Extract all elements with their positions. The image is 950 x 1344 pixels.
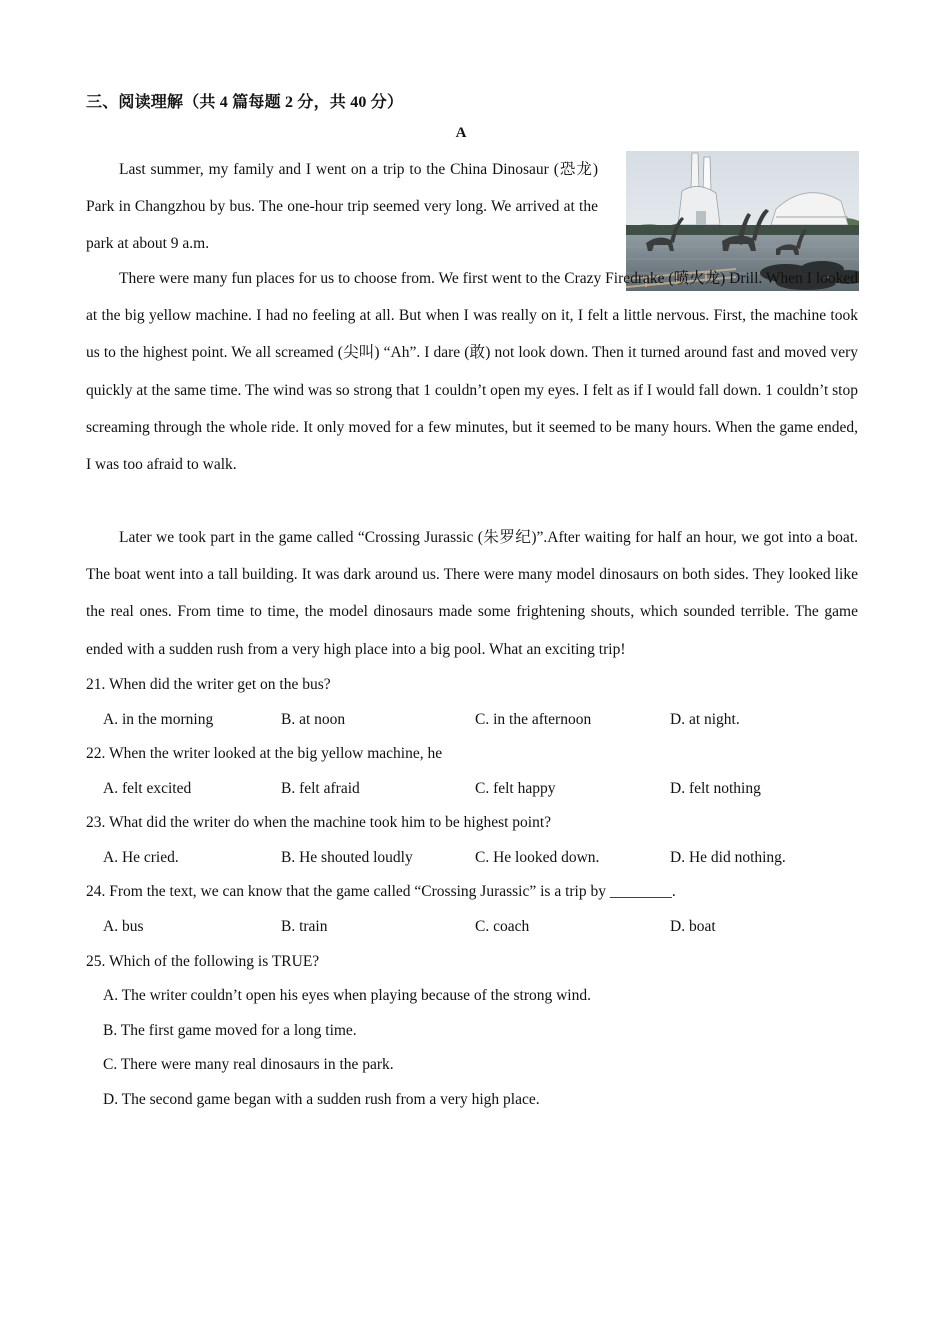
- passage-letter: A: [455, 125, 467, 141]
- option-22d[interactable]: D. felt nothing: [670, 780, 761, 797]
- option-23c[interactable]: C. He looked down.: [475, 849, 600, 866]
- section-title: 三、阅读理解（共 4 篇每题 2 分，共 40 分）: [86, 94, 404, 111]
- option-21a[interactable]: A. in the morning: [103, 711, 214, 728]
- option-22c[interactable]: C. felt happy: [475, 780, 556, 797]
- option-25c[interactable]: C. There were many real dinosaurs in the park.: [103, 1056, 394, 1073]
- paragraph-2: There were many fun places for us to choose from. We first went to the Crazy Firedrake (喷火龙) Drill. When I looked at the big yellow machine. I had no feeling at all. But when I was really on it, I felt a little nervous. First, the machine took us to the highest point. We all screamed (尖叫) “Ah”. I dare (敢) not look down. Then it turned around fast and moved very quickly at the same time. The wind was so strong that 1 couldn’t open my eyes. I felt as if I would fall down. 1 couldn’t stop screaming through the whole ride. It only moved for a few minutes, but it seemed to be many hours. When the game ended, I was too afraid to walk.: [86, 270, 858, 474]
- option-23b[interactable]: B. He shouted loudly: [281, 849, 413, 866]
- option-23d[interactable]: D. He did nothing.: [670, 849, 786, 866]
- option-22a[interactable]: A. felt excited: [103, 780, 192, 797]
- option-25d[interactable]: D. The second game began with a sudden rush from a very high place.: [103, 1091, 540, 1108]
- paragraph-3: Later we took part in the game called “Crossing Jurassic (朱罗纪)”.After waiting for half an hour, we got into a boat. The boat went into a tall building. It was dark around us. There were many model dinosaurs on both sides. They looked like the real ones. From time to time, the model dinosaurs made some frightening shouts, which sounded terrible. The game ended with a sudden rush from a very high place into a big pool. What an exciting trip!: [86, 529, 858, 658]
- option-21c[interactable]: C. in the afternoon: [475, 711, 592, 728]
- option-25b[interactable]: B. The first game moved for a long time.: [103, 1022, 357, 1039]
- option-21d[interactable]: D. at night.: [670, 711, 740, 728]
- option-24c[interactable]: C. coach: [475, 918, 530, 935]
- option-22b[interactable]: B. felt afraid: [281, 780, 360, 797]
- option-24a[interactable]: A. bus: [103, 918, 144, 935]
- option-24d[interactable]: D. boat: [670, 918, 716, 935]
- option-25a[interactable]: A. The writer couldn’t open his eyes when playing because of the strong wind.: [103, 987, 591, 1004]
- option-24b[interactable]: B. train: [281, 918, 328, 935]
- option-23a[interactable]: A. He cried.: [103, 849, 179, 866]
- question-23: 23. What did the writer do when the machine took him to be highest point?: [86, 814, 552, 831]
- question-21: 21. When did the writer get on the bus?: [86, 676, 331, 693]
- option-21b[interactable]: B. at noon: [281, 711, 346, 728]
- question-24: 24. From the text, we can know that the game called “Crossing Jurassic” is a trip by ________.: [86, 883, 676, 900]
- paragraph-1: Last summer, my family and I went on a trip to the China Dinosaur (恐龙) Park in Changzhou by bus. The one-hour trip seemed very long. We arrived at the park at about 9 a.m.: [86, 161, 598, 253]
- question-25: 25. Which of the following is TRUE?: [86, 953, 320, 970]
- question-22: 22. When the writer looked at the big yellow machine, he: [86, 745, 443, 762]
